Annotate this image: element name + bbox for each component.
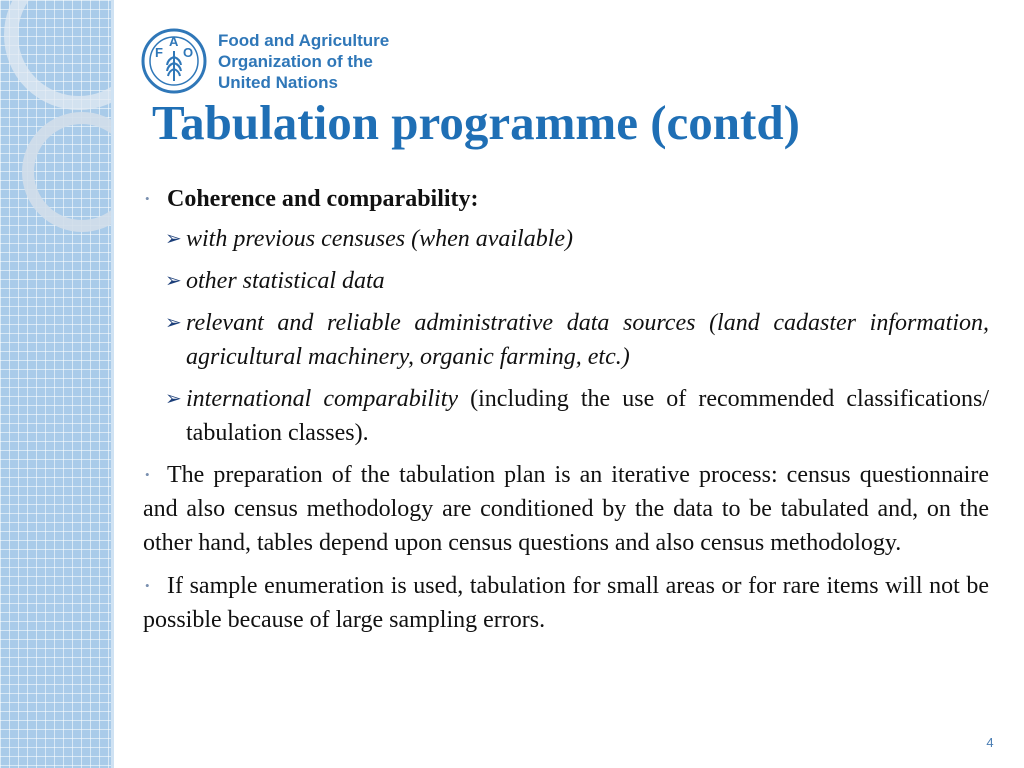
bullet-paragraph (143, 569, 989, 637)
bullet-paragraph (143, 458, 989, 560)
org-name (218, 30, 389, 93)
sub-list-item (143, 382, 989, 450)
sidebar-edge (111, 0, 114, 768)
arrow-bullet-icon: ➢ (165, 312, 182, 334)
section-heading: Coherence and comparability: (167, 186, 479, 212)
paragraph-text: If sample enumeration is used, tabulation for small areas or for rare items will not be possible because of large sampling errors. (143, 573, 989, 633)
org-name-line: Organization of the (218, 51, 373, 71)
fao-emblem-icon (140, 27, 208, 95)
sub-item-text: other statistical data (186, 268, 385, 294)
org-name-line: United Nations (218, 72, 338, 92)
arrow-bullet-icon: ➢ (165, 270, 182, 292)
sub-item-text: with previous censuses (when available) (186, 226, 574, 252)
bullet-paragraph (143, 182, 989, 216)
org-name-line: Food and Agriculture (218, 30, 390, 50)
sub-list-item (143, 222, 989, 256)
decorative-sidebar (0, 0, 113, 768)
svg-text:F: F (155, 45, 163, 60)
page-number: 4 (986, 735, 994, 750)
bullet-icon: • (145, 578, 150, 593)
bullet-icon: • (145, 191, 150, 206)
paragraph-text: The preparation of the tabulation plan is an iterative process: census questionnaire and also census methodology are conditioned by the data to be tabulated and, on the other hand, tables depend upon census questions and also census methodology. (143, 462, 989, 556)
slide-content (143, 182, 989, 646)
slide-title: Tabulation programme (contd) (152, 95, 800, 150)
sub-item-italic: international comparability (186, 386, 459, 412)
sub-list-item (143, 306, 989, 374)
sub-item-text: (including the use of recommended classifications/ tabulation classes). (186, 386, 989, 446)
arrow-bullet-icon: ➢ (165, 228, 182, 250)
swirl-decoration (22, 112, 113, 232)
sub-list-item (143, 264, 989, 298)
fao-logo (140, 26, 389, 96)
swirl-decoration (4, 0, 113, 110)
arrow-bullet-icon: ➢ (165, 388, 182, 410)
svg-text:A: A (169, 34, 179, 49)
sub-item-text: relevant and reliable administrative data sources (land cadaster information, agricultural machinery, organic farming, etc.) (186, 310, 989, 370)
svg-text:O: O (183, 45, 194, 60)
bullet-icon: • (145, 467, 150, 482)
